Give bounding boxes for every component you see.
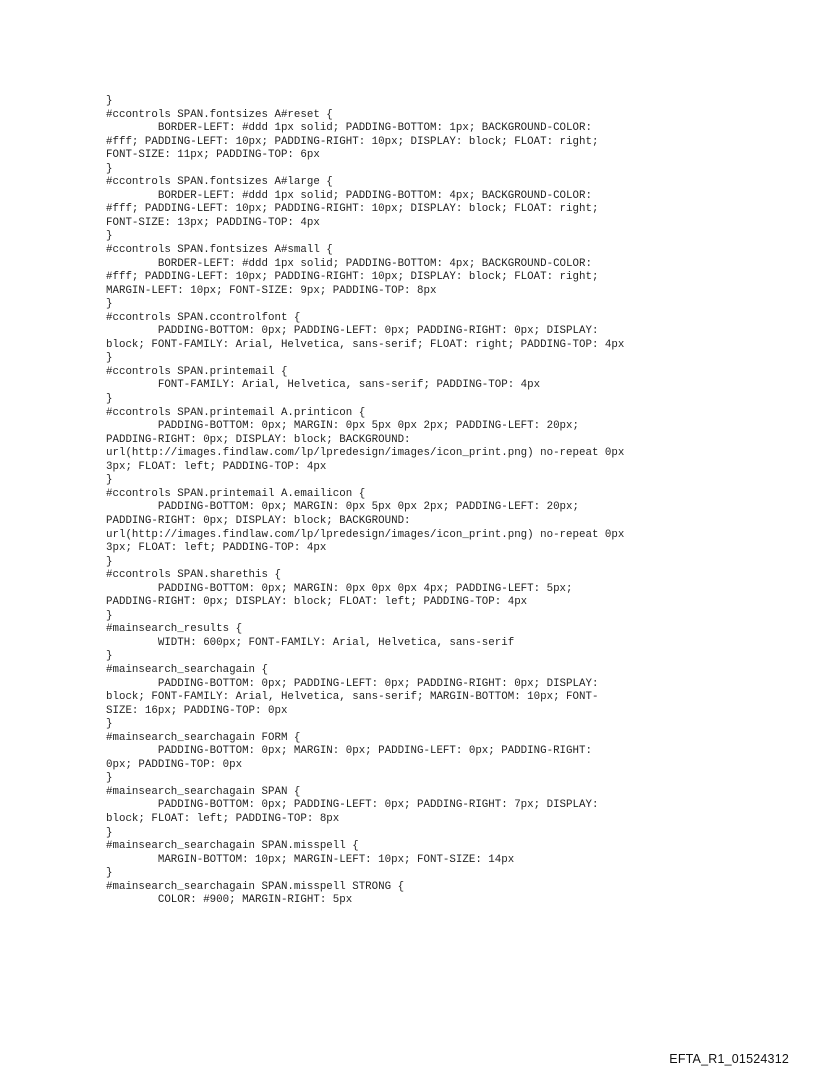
code-line: }	[106, 162, 113, 175]
code-line: 3px; FLOAT: left; PADDING-TOP: 4px	[106, 460, 327, 473]
code-line: url(http://images.findlaw.com/lp/lpredesign/images/icon_print.png) no-repeat 0px	[106, 528, 625, 541]
code-line: MARGIN-LEFT: 10px; FONT-SIZE: 9px; PADDING-TOP: 8px	[106, 284, 437, 297]
code-line: PADDING-RIGHT: 0px; DISPLAY: block; FLOAT: left; PADDING-TOP: 4px	[106, 596, 528, 609]
code-line: }	[106, 718, 113, 731]
code-line: }	[106, 650, 113, 663]
code-line: BORDER-LEFT: #ddd 1px solid; PADDING-BOTTOM: 4px; BACKGROUND-COLOR:	[106, 257, 592, 270]
code-line: #ccontrols SPAN.sharethis {	[106, 569, 281, 582]
code-line: PADDING-BOTTOM: 0px; PADDING-LEFT: 0px; PADDING-RIGHT: 7px; DISPLAY:	[106, 799, 599, 812]
code-line: FONT-FAMILY: Arial, Helvetica, sans-serif; PADDING-TOP: 4px	[106, 379, 541, 392]
document-id-stamp: EFTA_R1_01524312	[669, 1052, 789, 1066]
code-line: BORDER-LEFT: #ddd 1px solid; PADDING-BOTTOM: 4px; BACKGROUND-COLOR:	[106, 189, 592, 202]
code-line: }	[106, 474, 113, 487]
code-line: }	[106, 393, 113, 406]
code-line: WIDTH: 600px; FONT-FAMILY: Arial, Helvetica, sans-serif	[106, 636, 515, 649]
code-line: FONT-SIZE: 13px; PADDING-TOP: 4px	[106, 216, 320, 229]
code-line: #ccontrols SPAN.fontsizes A#reset {	[106, 108, 333, 121]
code-line: #ccontrols SPAN.printemail A.printicon {	[106, 406, 366, 419]
code-line: block; FONT-FAMILY: Arial, Helvetica, sans-serif; MARGIN-BOTTOM: 10px; FONT-	[106, 691, 599, 704]
code-line: #ccontrols SPAN.fontsizes A#large {	[106, 176, 333, 189]
code-line: #ccontrols SPAN.ccontrolfont {	[106, 311, 301, 324]
code-line: PADDING-BOTTOM: 0px; MARGIN: 0px 0px 0px 4px; PADDING-LEFT: 5px;	[106, 582, 573, 595]
code-line: 0px; PADDING-TOP: 0px	[106, 758, 243, 771]
code-line: #mainsearch_searchagain SPAN {	[106, 785, 301, 798]
code-line: #mainsearch_searchagain FORM {	[106, 731, 301, 744]
code-line: }	[106, 867, 113, 880]
code-line: #fff; PADDING-LEFT: 10px; PADDING-RIGHT: 10px; DISPLAY: block; FLOAT: right;	[106, 203, 599, 216]
code-line: MARGIN-BOTTOM: 10px; MARGIN-LEFT: 10px; FONT-SIZE: 14px	[106, 853, 515, 866]
code-line: url(http://images.findlaw.com/lp/lpredesign/images/icon_print.png) no-repeat 0px	[106, 447, 625, 460]
code-line: #mainsearch_results {	[106, 623, 243, 636]
code-line: block; FONT-FAMILY: Arial, Helvetica, sans-serif; FLOAT: right; PADDING-TOP: 4px	[106, 338, 625, 351]
code-line: #mainsearch_searchagain SPAN.misspell STRONG {	[106, 880, 405, 893]
code-line: }	[106, 352, 113, 365]
code-line: }	[106, 95, 113, 107]
code-line: SIZE: 16px; PADDING-TOP: 0px	[106, 704, 288, 717]
code-line: }	[106, 826, 113, 839]
code-line: BORDER-LEFT: #ddd 1px solid; PADDING-BOTTOM: 1px; BACKGROUND-COLOR:	[106, 122, 592, 135]
code-line: }	[106, 230, 113, 243]
code-line: block; FLOAT: left; PADDING-TOP: 8px	[106, 812, 340, 825]
code-line: #mainsearch_searchagain SPAN.misspell {	[106, 840, 359, 853]
code-line: FONT-SIZE: 11px; PADDING-TOP: 6px	[106, 149, 320, 162]
code-line: PADDING-BOTTOM: 0px; MARGIN: 0px 5px 0px 2px; PADDING-LEFT: 20px;	[106, 420, 579, 433]
code-line: }	[106, 555, 113, 568]
code-line: #ccontrols SPAN.fontsizes A#small {	[106, 244, 333, 257]
code-line: PADDING-BOTTOM: 0px; MARGIN: 0px; PADDING-LEFT: 0px; PADDING-RIGHT:	[106, 745, 592, 758]
code-line: PADDING-BOTTOM: 0px; PADDING-LEFT: 0px; PADDING-RIGHT: 0px; DISPLAY:	[106, 325, 599, 338]
code-line: PADDING-RIGHT: 0px; DISPLAY: block; BACKGROUND:	[106, 514, 411, 527]
code-line: PADDING-BOTTOM: 0px; PADDING-LEFT: 0px; PADDING-RIGHT: 0px; DISPLAY:	[106, 677, 599, 690]
code-line: COLOR: #900; MARGIN-RIGHT: 5px	[106, 894, 353, 907]
code-line: 3px; FLOAT: left; PADDING-TOP: 4px	[106, 542, 327, 555]
code-line: }	[106, 298, 113, 311]
code-line: #fff; PADDING-LEFT: 10px; PADDING-RIGHT: 10px; DISPLAY: block; FLOAT: right;	[106, 271, 599, 284]
code-line: #ccontrols SPAN.printemail A.emailicon {	[106, 487, 366, 500]
css-code-block	[106, 95, 796, 908]
code-line: #mainsearch_searchagain {	[106, 663, 268, 676]
code-line: PADDING-BOTTOM: 0px; MARGIN: 0px 5px 0px 2px; PADDING-LEFT: 20px;	[106, 501, 579, 514]
code-line: #fff; PADDING-LEFT: 10px; PADDING-RIGHT: 10px; DISPLAY: block; FLOAT: right;	[106, 135, 599, 148]
code-line: }	[106, 609, 113, 622]
code-line: }	[106, 772, 113, 785]
code-line: #ccontrols SPAN.printemail {	[106, 365, 288, 378]
code-line: PADDING-RIGHT: 0px; DISPLAY: block; BACKGROUND:	[106, 433, 411, 446]
